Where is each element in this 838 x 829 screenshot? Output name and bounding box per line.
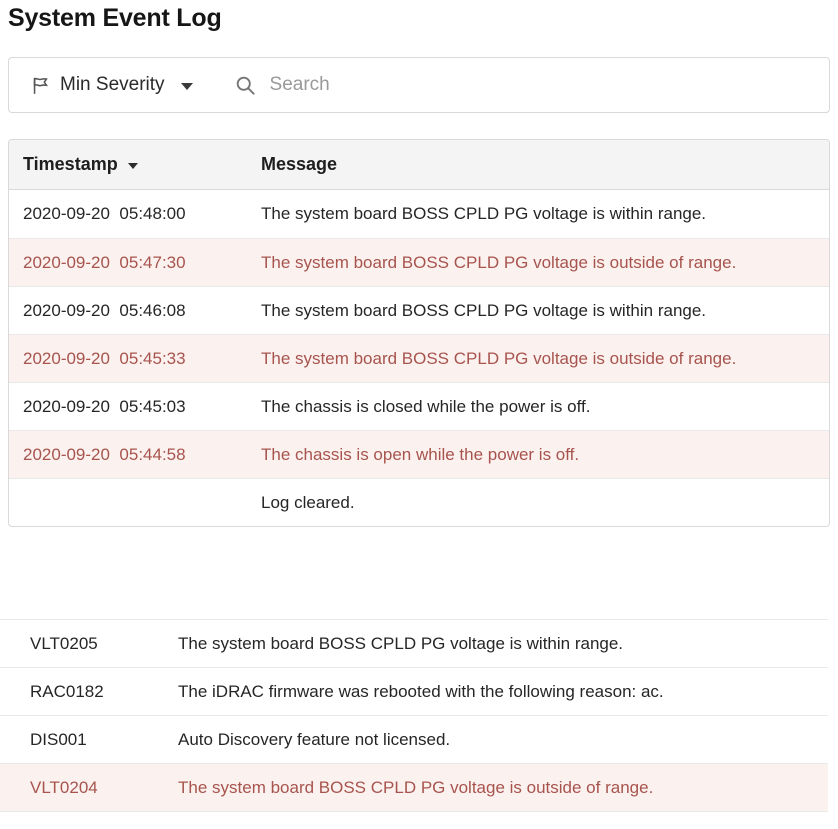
page-title: System Event Log (8, 4, 222, 32)
list-item[interactable] (0, 764, 828, 812)
message-cell: Log cleared. (261, 492, 355, 512)
search-box (235, 74, 829, 96)
list-item[interactable] (0, 668, 828, 716)
list-item[interactable] (0, 716, 828, 764)
table-row[interactable] (9, 238, 829, 286)
timestamp-cell: 2020-09-20 05:48:00 (23, 204, 186, 223)
message-id-cell: VLT0205 (30, 633, 98, 653)
event-log-table (8, 139, 830, 527)
table-header-row (9, 140, 829, 190)
timestamp-cell: 2020-09-20 05:45:03 (23, 396, 186, 416)
timestamp-cell: 2020-09-20 05:44:58 (23, 444, 186, 464)
table-row[interactable] (9, 478, 829, 526)
search-icon (235, 75, 256, 96)
message-cell: The system board BOSS CPLD PG voltage is within range. (261, 204, 707, 223)
table-row[interactable] (9, 286, 829, 334)
timestamp-cell: 2020-09-20 05:47:30 (23, 252, 186, 272)
filter-bar (8, 57, 830, 113)
column-header-message: Message (261, 154, 338, 174)
message-cell: The system board BOSS CPLD PG voltage is outside of range. (261, 348, 737, 368)
message-cell: The chassis is open while the power is off. (261, 444, 580, 464)
column-header-timestamp[interactable] (9, 154, 261, 175)
table-row[interactable] (9, 382, 829, 430)
message-text-cell: The iDRAC firmware was rebooted with the following reason: ac. (178, 681, 664, 701)
chevron-down-icon (181, 83, 193, 90)
search-input[interactable] (270, 74, 829, 96)
message-id-cell: VLT0204 (30, 777, 98, 797)
table-row[interactable] (9, 334, 829, 382)
min-severity-dropdown[interactable] (9, 74, 193, 96)
message-id-cell: DIS001 (30, 729, 87, 749)
timestamp-cell: 2020-09-20 05:45:33 (23, 348, 186, 368)
min-severity-label: Min Severity (60, 74, 165, 95)
list-item[interactable] (0, 620, 828, 668)
message-cell: The chassis is closed while the power is off. (261, 396, 591, 416)
table-row[interactable] (9, 190, 829, 238)
timestamp-cell: 2020-09-20 05:46:08 (23, 300, 186, 320)
message-id-cell: RAC0182 (30, 681, 104, 701)
flag-icon (31, 76, 50, 95)
message-reference-table (0, 619, 828, 812)
message-text-cell: The system board BOSS CPLD PG voltage is outside of range. (178, 777, 654, 797)
message-text-cell: Auto Discovery feature not licensed. (178, 729, 451, 749)
timestamp-header-label: Timestamp (23, 154, 118, 174)
message-text-cell: The system board BOSS CPLD PG voltage is within range. (178, 633, 624, 653)
message-cell: The system board BOSS CPLD PG voltage is within range. (261, 300, 707, 320)
message-cell: The system board BOSS CPLD PG voltage is outside of range. (261, 252, 737, 272)
table-row[interactable] (9, 430, 829, 478)
sort-desc-icon (128, 163, 138, 169)
